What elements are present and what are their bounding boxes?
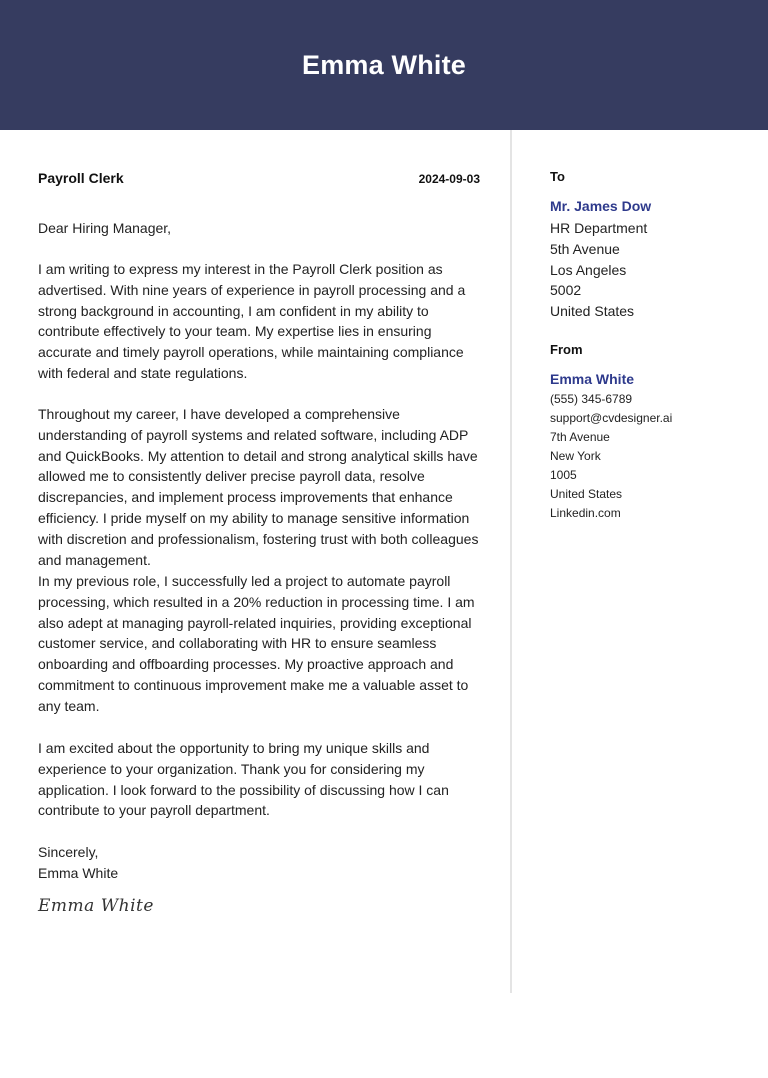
recipient-postcode: 5002 xyxy=(550,282,582,299)
job-title: Payroll Clerk xyxy=(38,170,124,186)
closing-phrase: Sincerely, xyxy=(38,844,99,860)
sender-city: New York xyxy=(550,449,601,463)
sender-contact xyxy=(550,390,672,523)
sender-country: United States xyxy=(550,487,623,501)
sender-phone: (555) 345-6789 xyxy=(550,392,633,406)
salutation: Dear Hiring Manager, xyxy=(38,220,172,236)
recipient-department: HR Department xyxy=(550,220,648,236)
closing-name: Emma White xyxy=(38,865,119,881)
recipient-country: United States xyxy=(550,303,635,320)
applicant-name: Emma White xyxy=(301,49,467,80)
recipient-name: Mr. James Dow xyxy=(550,198,652,214)
recipient-street: 5th Avenue xyxy=(550,240,620,257)
sender-street: 7th Avenue xyxy=(550,430,610,444)
body-paragraph: I am writing to express my interest in the Payroll Clerk position as advertised. With nine years of experience in payroll processing and a strong background in accounting, I am confident in my ability to contribute effectively to your team. My expertise lies in ensuring accurate and timely payroll operations, while maintaining compliance with federal and state regulations. xyxy=(38,261,466,381)
sender-postcode: 1005 xyxy=(550,468,577,482)
handwritten-signature: Emma White xyxy=(38,896,154,916)
body-paragraph: Throughout my career, I have developed a comprehensive understanding of payroll systems and related software, including ADP and QuickBooks. My attention to detail and strong analytical skills have allowed me to consistently deliver precise payroll data, resolve discrepancies, and implement process improvements that enhance efficiency. I pride myself on my ability to manage sensitive information with discretion and professionalism, fostering trust with both colleagues and management. xyxy=(38,406,479,568)
body-paragraph: I am excited about the opportunity to bring my unique skills and experience to your organization. Thank you for considering my application. I look forward to the possibility of discussing how I can contribute to your payroll department. xyxy=(38,740,449,819)
from-heading: From xyxy=(550,342,583,357)
sender-linkedin: Linkedin.com xyxy=(550,506,621,520)
closing-block xyxy=(38,842,118,884)
recipient-address xyxy=(550,218,647,322)
to-heading: To xyxy=(550,169,565,184)
column-divider xyxy=(510,130,512,993)
sender-email: support@cvdesigner.ai xyxy=(550,411,673,425)
header-banner xyxy=(0,0,768,130)
recipient-city: Los Angeles xyxy=(550,261,627,278)
letter-meta xyxy=(38,170,480,186)
body-paragraph: In my previous role, I successfully led a project to automate payroll processing, which resulted in a 20% reduction in processing time. I am also adept at managing payroll-related inquiries, providing exceptional customer service, and collaborating with HR to ensure seamless onboarding and offboarding processes. My proactive approach and commitment to continuous improvement make me a valuable asset to any team. xyxy=(38,573,475,714)
sender-name: Emma White xyxy=(550,371,635,387)
letter-date: 2024-09-03 xyxy=(418,172,480,186)
